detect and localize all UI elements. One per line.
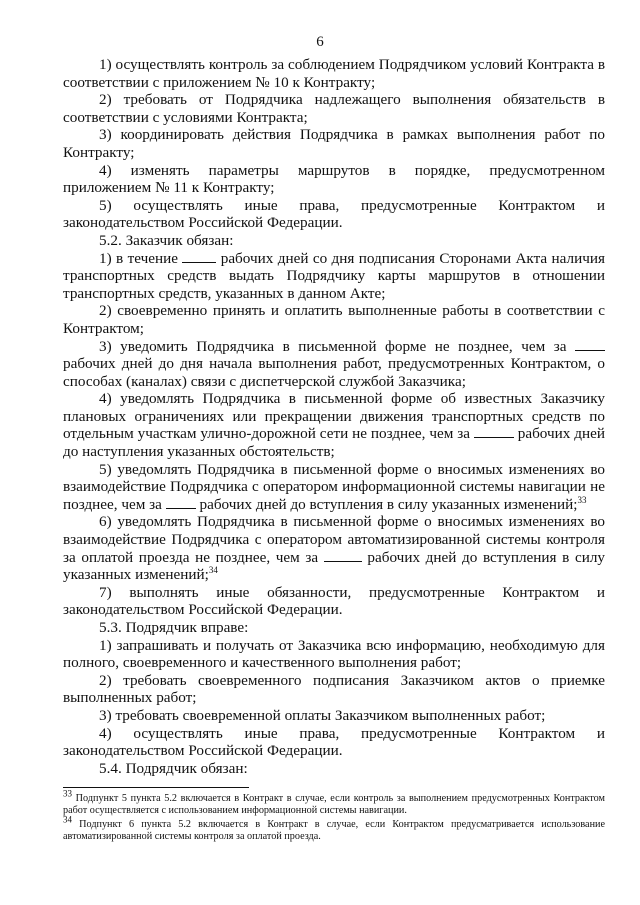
footnote: $^{34}$ Подпункт 6 пункта 5.2 включается в Контракт в случае, если Контрактом предусматривается использование автоматизированной системы контроля за оплатой проезда. <box>63 814 605 842</box>
footnote-number: 33 <box>63 788 72 799</box>
paragraph: 7) выполнять иные обязанности, предусмотренные Контрактом и законодательством Российской Федерации. <box>63 583 605 619</box>
section-heading: 5.2. Заказчик обязан: <box>99 231 234 249</box>
page-number: 6 <box>316 34 324 50</box>
paragraph: 1) в течение рабочих дней со дня подписания Сторонами Акта наличия транспортных средств выдать Подрядчику карты маршрутов в отношении транспортных средств, указанных в данном Акте; <box>63 249 605 302</box>
paragraph: 5) осуществлять иные права, предусмотренные Контрактом и законодательством Российской Федерации. <box>63 196 605 232</box>
paragraph: 2) своевременно принять и оплатить выполненные работы в соответствии с Контрактом; <box>63 302 605 337</box>
paragraph: 4) изменять параметры маршрутов в порядке, предусмотренном приложением № 11 к Контракту; <box>63 161 605 197</box>
paragraph: 2) требовать своевременного подписания Заказчиком актов о приемке выполненных работ; <box>63 671 605 707</box>
blank-field <box>474 425 514 438</box>
paragraph: 4) осуществлять иные права, предусмотренные Контрактом и законодательством Российской Федерации. <box>63 724 605 760</box>
paragraph: 3) уведомить Подрядчика в письменной форме не позднее, чем за рабочих дней до дня начала выполнения работ, предусмотренных Контрактом, о способах (каналах) связи с диспетчерской службой Заказчика; <box>63 337 605 390</box>
footnote-number: 34 <box>63 814 72 825</box>
footnote: $^{33}$ Подпункт 5 пункта 5.2 включается в Контракт в случае, если контроль за выполнением предусмотренных Контрактом работ осуществляется с использованием информационной системы навигации. <box>63 788 605 816</box>
paragraph: 1) запрашивать и получать от Заказчика всю информацию, необходимую для полного, своевременного и качественного выполнения работ; <box>63 636 605 672</box>
paragraph: 5) уведомлять Подрядчика в письменной форме о вносимых изменениях во взаимодействие Подрядчика с оператором информационной системы навигации не позднее, чем за рабочих дней до вступления в силу указанных изменений;$^{33}$ <box>63 460 605 513</box>
blank-field <box>575 338 605 351</box>
footnote-divider <box>63 787 249 788</box>
document-body <box>63 56 605 777</box>
paragraph: 4) уведомлять Подрядчика в письменной форме об известных Заказчику плановых ограничениях или прекращении движения транспортных средств по отдельным участкам улично-дорожной сети не позднее, чем за рабочих дней до наступления указанных обстоятельств; <box>63 390 605 461</box>
section-heading: 5.4. Подрядчик обязан: <box>99 759 248 777</box>
blank-field <box>324 549 362 562</box>
paragraph: 6) уведомлять Подрядчика в письменной форме о вносимых изменениях во взаимодействие Подрядчика с оператором автоматизированной системы контроля за оплатой проезда не позднее, чем за рабочих дней до вступления в силу указанных изменений;$^{34}$ <box>63 513 605 584</box>
paragraph: 3) требовать своевременной оплаты Заказчиком выполненных работ; <box>99 706 546 724</box>
section-heading: 5.3. Подрядчик вправе: <box>99 619 249 636</box>
blank-field <box>182 250 216 263</box>
blank-field <box>166 496 196 509</box>
footnote-ref: 33 <box>577 494 587 505</box>
paragraph: 1) осуществлять контроль за соблюдением Подрядчиком условий Контракта в соответствии с приложением № 10 к Контракту; <box>63 56 605 91</box>
footnote-ref: 34 <box>208 565 218 576</box>
paragraph: 2) требовать от Подрядчика надлежащего выполнения обязательств в соответствии с условиями Контракта; <box>63 91 605 126</box>
paragraph: 3) координировать действия Подрядчика в рамках выполнения работ по Контракту; <box>63 126 605 161</box>
